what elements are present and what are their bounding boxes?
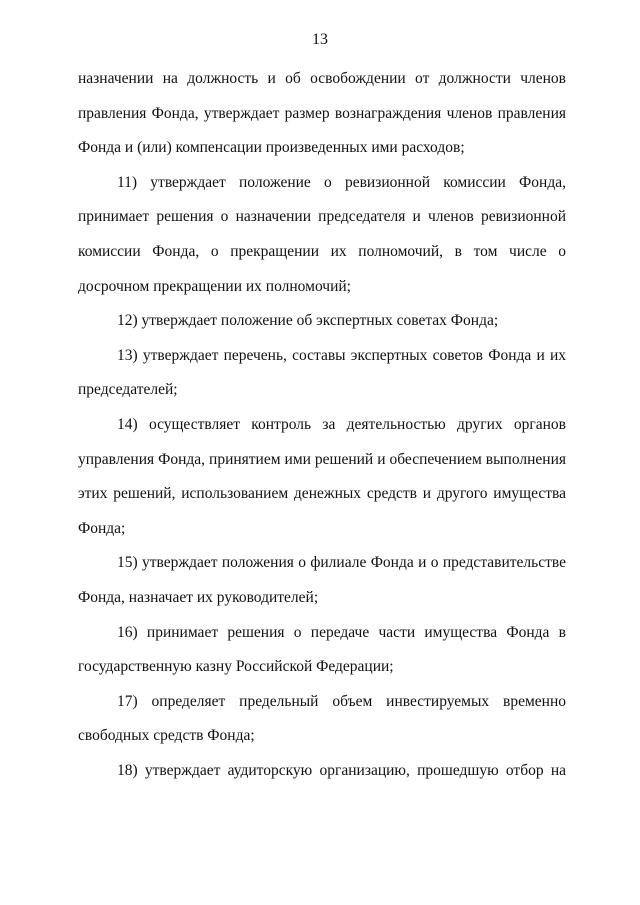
page-number: 13 [312,31,328,48]
paragraph-item-18: 18) утверждает аудиторскую организацию, прошедшую отбор на [117,761,566,779]
paragraph-item-15: 15) утверждает положения о филиале Фонда и о представительстве Фонда, назначает их руководителей; [78,554,566,606]
paragraph-continuation: назначении на должность и об освобождении от должности членов правления Фонда, утверждает размер вознаграждения членов правления Фонда и (или) компенсации произведенных ими расходов; [78,70,566,157]
paragraph-item-12: 12) утверждает положение об экспертных советах Фонда; [117,312,499,330]
paragraph-item-17: 17) определяет предельный объем инвестируемых временно свободных средств Фонда; [78,692,566,745]
paragraph-item-13: 13) утверждает перечень, составы экспертных советов Фонда и их председателей; [78,346,566,399]
paragraph-item-14: 14) осуществляет контроль за деятельностью других органов управления Фонда, принятием ими решений и обеспечением выполнения этих решений, использованием денежных средств и другого имущества Фонда; [78,415,566,537]
paragraph-item-16: 16) принимает решения о передаче части имущества Фонда в государственную казну Российской Федерации; [78,623,566,676]
paragraph-item-11: 11) утверждает положение о ревизионной комиссии Фонда, принимает решения о назначении председателя и членов ревизионной комиссии Фонда, о прекращении их полномочий, в том числе о досрочном прекращении их полномочий; [78,173,566,295]
document-body [78,62,566,788]
